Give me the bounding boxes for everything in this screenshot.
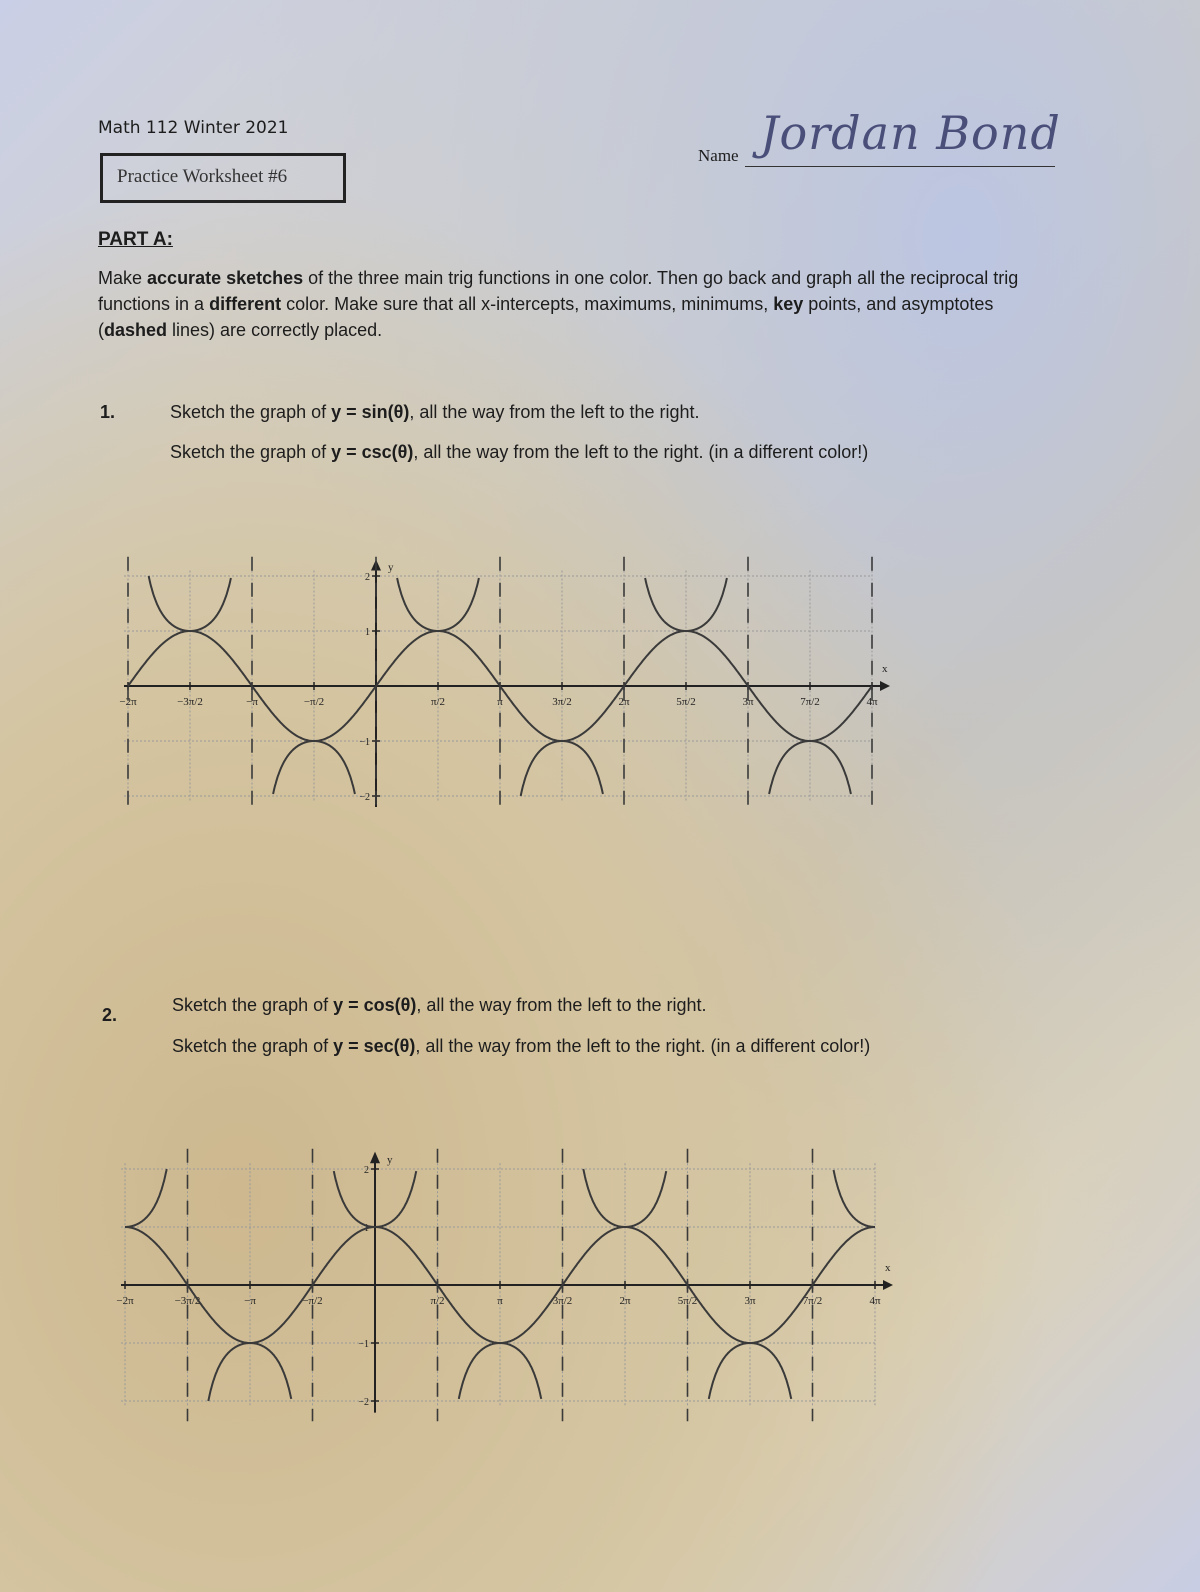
instruction-run: points, and asymptotes ( bbox=[98, 294, 994, 340]
x-tick-label: −π bbox=[246, 696, 258, 708]
x-tick-label: 3π/2 bbox=[552, 696, 572, 708]
instruction-run: accurate sketches bbox=[147, 268, 304, 288]
x-tick-label: −π/2 bbox=[302, 1295, 323, 1307]
y-tick-label: −2 bbox=[358, 1397, 369, 1408]
x-tick-label: 2π bbox=[618, 696, 630, 708]
y-tick-label: 2 bbox=[364, 1165, 369, 1176]
worksheet-title: Practice Worksheet #6 bbox=[117, 166, 288, 187]
x-tick-label: −π/2 bbox=[303, 696, 325, 708]
question-1-number: 1. bbox=[100, 402, 116, 422]
y-tick-label: −1 bbox=[359, 737, 370, 748]
y-tick-label: −1 bbox=[358, 1339, 369, 1350]
instruction-run: Make bbox=[98, 268, 148, 288]
name-label: Name bbox=[698, 146, 739, 165]
handwritten-name[interactable]: Jordan Bond bbox=[760, 106, 1061, 160]
x-tick-label: π bbox=[497, 696, 503, 708]
x-tick-label: −3π/2 bbox=[174, 1295, 201, 1307]
question-2-line-1: Sketch the graph of y = cos(θ), all the way from the left to the right. bbox=[172, 995, 707, 1015]
x-tick-label: −π bbox=[244, 1295, 256, 1307]
x-tick-label: −2π bbox=[119, 696, 137, 708]
instruction-run: lines) are correctly placed. bbox=[167, 320, 383, 340]
x-tick-label: 4π bbox=[866, 696, 878, 708]
course-title: Math 112 Winter 2021 bbox=[98, 118, 289, 138]
question-2-line-2: Sketch the graph of y = sec(θ), all the way from the left to the right. (in a different color!) bbox=[172, 1036, 871, 1056]
x-tick-label: −3π/2 bbox=[177, 696, 203, 708]
x-tick-label: π bbox=[497, 1295, 503, 1307]
instruction-run: key bbox=[773, 294, 804, 314]
y-axis-arrow bbox=[370, 1152, 380, 1164]
sec-branch bbox=[583, 1169, 666, 1227]
x-tick-label: 7π/2 bbox=[800, 696, 820, 708]
x-tick-label: π/2 bbox=[430, 696, 446, 708]
x-tick-label: 5π/2 bbox=[676, 696, 696, 708]
instruction-run: of the three main trig functions in one color. Then go back and graph all the reciprocal trig functions in a bbox=[98, 268, 1019, 314]
instruction-run: different bbox=[209, 294, 282, 314]
question-1-line-2: Sketch the graph of y = csc(θ), all the way from the left to the right. (in a different color!) bbox=[170, 442, 869, 462]
y-tick-label: 1 bbox=[365, 627, 370, 638]
x-axis-arrow bbox=[883, 1280, 893, 1290]
question-2-number: 2. bbox=[102, 1005, 118, 1025]
y-axis-label: y bbox=[387, 1154, 393, 1167]
y-tick-label: 2 bbox=[365, 572, 370, 583]
x-tick-label: 4π bbox=[869, 1295, 881, 1307]
x-tick-label: 5π/2 bbox=[677, 1295, 698, 1307]
y-axis-label: y bbox=[388, 561, 394, 574]
question-1-line-1: Sketch the graph of y = sin(θ), all the way from the left to the right. bbox=[170, 402, 700, 422]
y-tick-label: 1 bbox=[364, 1223, 369, 1234]
x-tick-label: −2π bbox=[116, 1295, 134, 1307]
instruction-run: color. Make sure that all x-intercepts, maximums, minimums, bbox=[281, 294, 774, 314]
x-axis-label: x bbox=[885, 1262, 891, 1274]
x-tick-label: 3π bbox=[744, 1295, 756, 1307]
x-tick-label: 3π bbox=[742, 696, 754, 708]
x-tick-label: 7π/2 bbox=[802, 1295, 823, 1307]
x-tick-label: 3π/2 bbox=[552, 1295, 573, 1307]
x-tick-label: 2π bbox=[619, 1295, 631, 1307]
y-tick-label: −2 bbox=[359, 792, 370, 803]
part-heading: PART A: bbox=[98, 229, 173, 250]
sec-branch bbox=[834, 1170, 876, 1227]
x-tick-label: π/2 bbox=[430, 1295, 445, 1307]
instruction-run: dashed bbox=[104, 320, 168, 340]
x-axis-label: x bbox=[882, 663, 888, 675]
sec-branch bbox=[125, 1169, 167, 1227]
